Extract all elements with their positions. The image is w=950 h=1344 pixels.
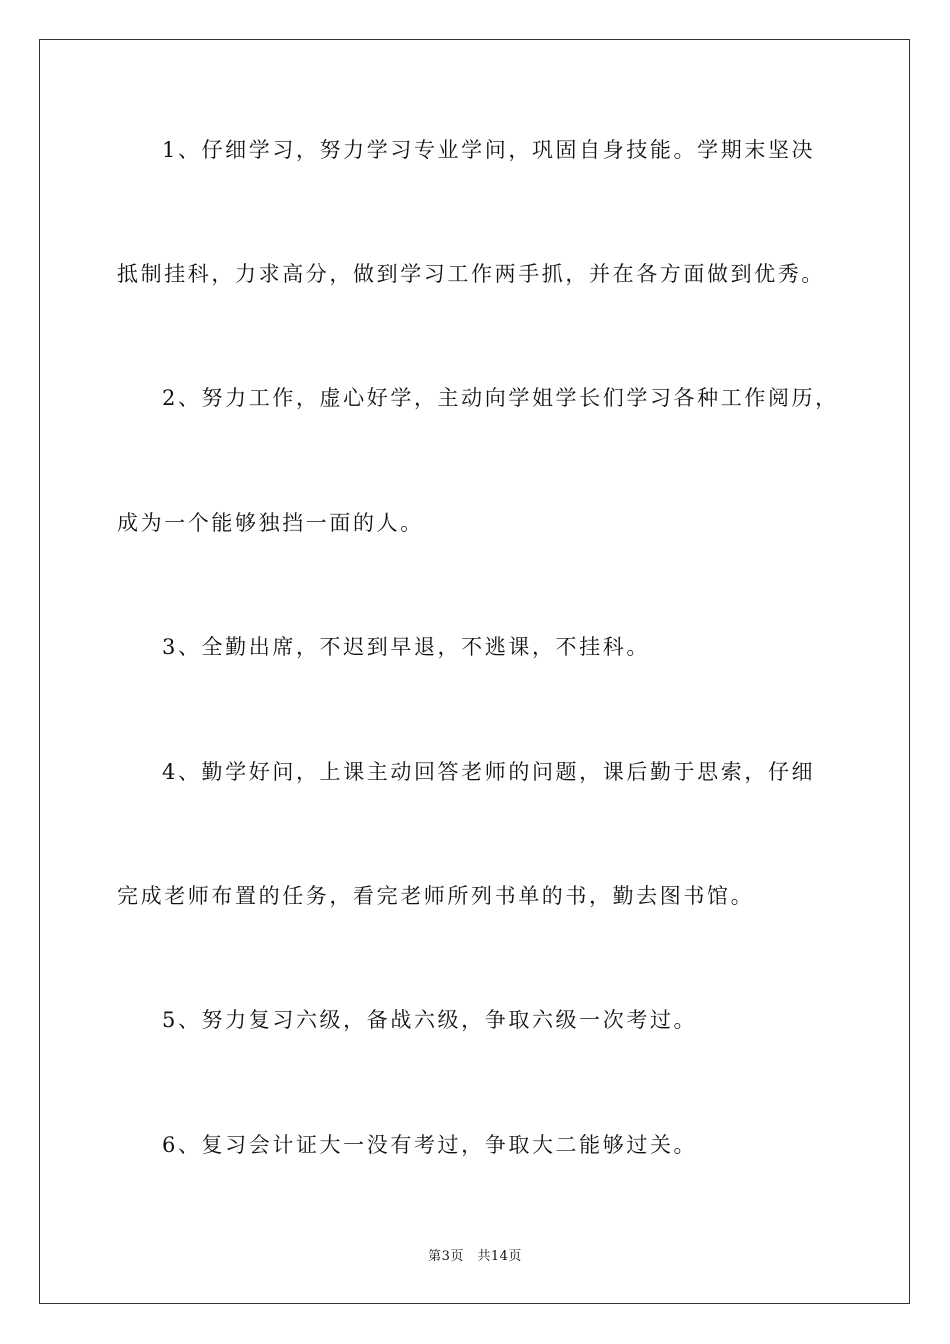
paragraph-2-line-2: 成为一个能够独挡一面的人。 [117,511,424,535]
paragraph-3-line-1: 3、全勤出席，不迟到早退，不逃课，不挂科。 [162,635,650,659]
paragraph-5-line-1: 5、努力复习六级，备战六级，争取六级一次考过。 [162,1008,698,1032]
paragraph-2-line-1: 2、努力工作，虚心好学，主动向学姐学长们学习各种工作阅历， [162,386,839,410]
paragraph-1-line-1: 1、仔细学习，努力学习专业学问，巩固自身技能。学期末坚决 [162,138,816,162]
page-border [39,39,910,1304]
paragraph-4-line-2: 完成老师布置的任务，看完老师所列书单的书，勤去图书馆。 [117,884,755,908]
paragraph-4-line-1: 4、勤学好问，上课主动回答老师的问题，课后勤于思索，仔细 [162,760,816,784]
paragraph-6-line-1: 6、复习会计证大一没有考过，争取大二能够过关。 [162,1133,698,1157]
page-number-footer: 第3页 共14页 [428,1249,522,1264]
paragraph-1-line-2: 抵制挂科，力求高分，做到学习工作两手抓，并在各方面做到优秀。 [117,262,825,286]
